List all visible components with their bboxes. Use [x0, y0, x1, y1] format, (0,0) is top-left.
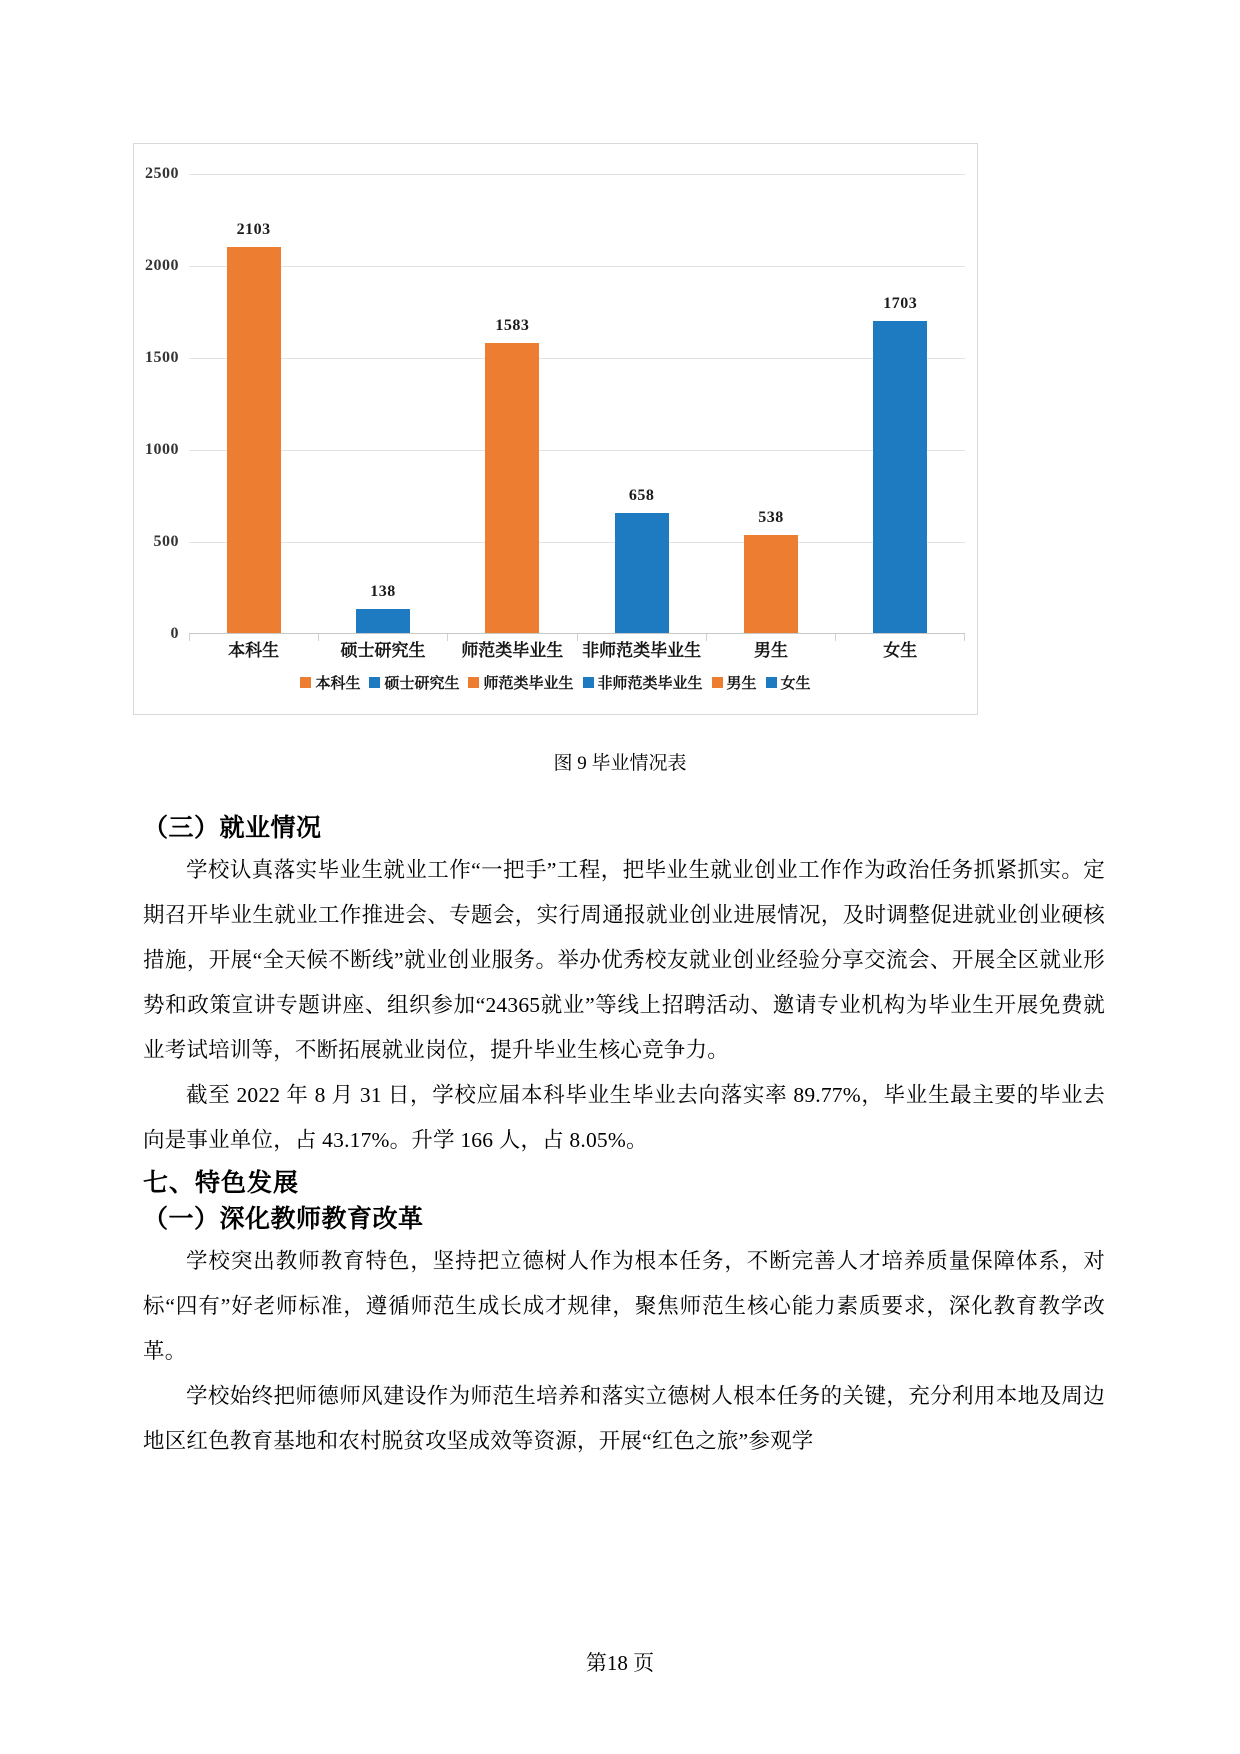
- y-axis-tick-label: 2000: [145, 257, 179, 274]
- chart-bar: [873, 294, 927, 634]
- document-body: [143, 808, 1105, 1464]
- y-axis-tick-label: 0: [170, 625, 179, 642]
- paragraph-employment-1: 学校认真落实毕业生就业工作“一把手”工程，把毕业生就业创业工作作为政治任务抓紧抓实。定期召开毕业生就业工作推进会、专题会，实行周通报就业创业进展情况，及时调整促进就业创业硬核措施，开展“全天候不断线”就业创业服务。举办优秀校友就业创业经验分享交流会、开展全区就业形势和政策宣讲专题讲座、组织参加“24365就业”等线上招聘活动、邀请专业机构为毕业生开展免费就业考试培训等，不断拓展就业岗位，提升毕业生核心竞争力。: [143, 858, 1105, 1062]
- legend-item: [300, 672, 360, 693]
- bar-slot: [448, 174, 577, 634]
- chart-bar: [744, 509, 798, 634]
- page-footer: 第18 页: [585, 1651, 655, 1675]
- legend-item: [766, 672, 811, 693]
- legend-swatch-icon: [468, 677, 479, 688]
- legend-swatch-icon: [369, 677, 380, 688]
- bars-layer: [189, 174, 965, 634]
- paragraph-feature-1: 学校突出教师教育特色，坚持把立德树人作为根本任务，不断完善人才培养质量保障体系，对标“四有”好老师标准，遵循师范生成长成才规律，聚焦师范生核心能力素质要求，深化教育教学改革。: [143, 1249, 1105, 1363]
- bar-value-label: 538: [758, 509, 784, 527]
- legend-label: 非师范类毕业生: [597, 675, 703, 692]
- legend-item: [583, 672, 703, 693]
- heading-employment-situation: （三）就业情况: [143, 814, 322, 842]
- chart-legend: [134, 672, 977, 693]
- bar-value-label: 658: [628, 486, 655, 504]
- x-axis-category-label: 本科生: [228, 641, 280, 660]
- chart-plot-area: [189, 174, 965, 634]
- chart-bar: [227, 221, 281, 634]
- chart-bar: [615, 486, 669, 634]
- legend-item: [712, 672, 757, 693]
- x-axis-category-labels: [189, 636, 965, 661]
- bar-slot: [318, 174, 447, 634]
- legend-swatch-icon: [583, 677, 594, 688]
- y-axis-tick-label: 500: [153, 533, 179, 550]
- legend-label: 男生: [726, 675, 757, 692]
- bar-value-label: 1703: [883, 294, 918, 312]
- legend-label: 硕士研究生: [384, 675, 460, 692]
- x-axis-category-label: 硕士研究生: [340, 641, 426, 660]
- paragraph-feature-2: 学校始终把师德师风建设作为师范生培养和落实立德树人根本任务的关键，充分利用本地及周边地区红色教育基地和农村脱贫攻坚成效等资源，开展“红色之旅”参观学: [143, 1384, 1105, 1453]
- legend-label: 本科生: [315, 675, 361, 692]
- heading-subsection-one: （一）深化教师教育改革: [143, 1205, 424, 1233]
- legend-label: 师范类毕业生: [483, 675, 574, 692]
- figure-caption: 图 9 毕业情况表: [553, 753, 687, 774]
- x-axis-category-label: 非师范类毕业生: [582, 641, 702, 660]
- legend-swatch-icon: [766, 677, 777, 688]
- heading-section-seven: 七、特色发展: [143, 1169, 300, 1197]
- y-axis-labels: [134, 165, 184, 642]
- paragraph-employment-2: 截至 2022 年 8 月 31 日，学校应届本科毕业生毕业去向落实率 89.77%，毕业生最主要的毕业去向是事业单位，占 43.17%。升学 166 人，占 8.05%。: [143, 1083, 1105, 1152]
- bar-slot: [577, 174, 706, 634]
- legend-label: 女生: [780, 675, 811, 692]
- legend-swatch-icon: [300, 677, 311, 688]
- bar-value-label: 2103: [236, 221, 271, 239]
- bar-slot: [189, 174, 318, 634]
- bar-chart-figure: [133, 143, 978, 715]
- x-axis-category-label: 师范类毕业生: [461, 641, 564, 660]
- y-axis-tick-label: 1000: [145, 441, 179, 458]
- legend-swatch-icon: [712, 677, 723, 688]
- bar-slot: [836, 174, 965, 634]
- x-axis-category-label: 男生: [753, 641, 788, 660]
- bar-slot: [706, 174, 835, 634]
- chart-bar: [356, 582, 410, 634]
- legend-item: [468, 672, 573, 693]
- bar-value-label: 1583: [495, 316, 530, 334]
- bar-value-label: 138: [370, 582, 396, 600]
- x-axis-category-label: 女生: [883, 641, 918, 660]
- legend-item: [369, 672, 459, 693]
- chart-bar: [485, 316, 539, 634]
- y-axis-tick-label: 1500: [145, 349, 179, 366]
- y-axis-tick-label: 2500: [145, 165, 179, 182]
